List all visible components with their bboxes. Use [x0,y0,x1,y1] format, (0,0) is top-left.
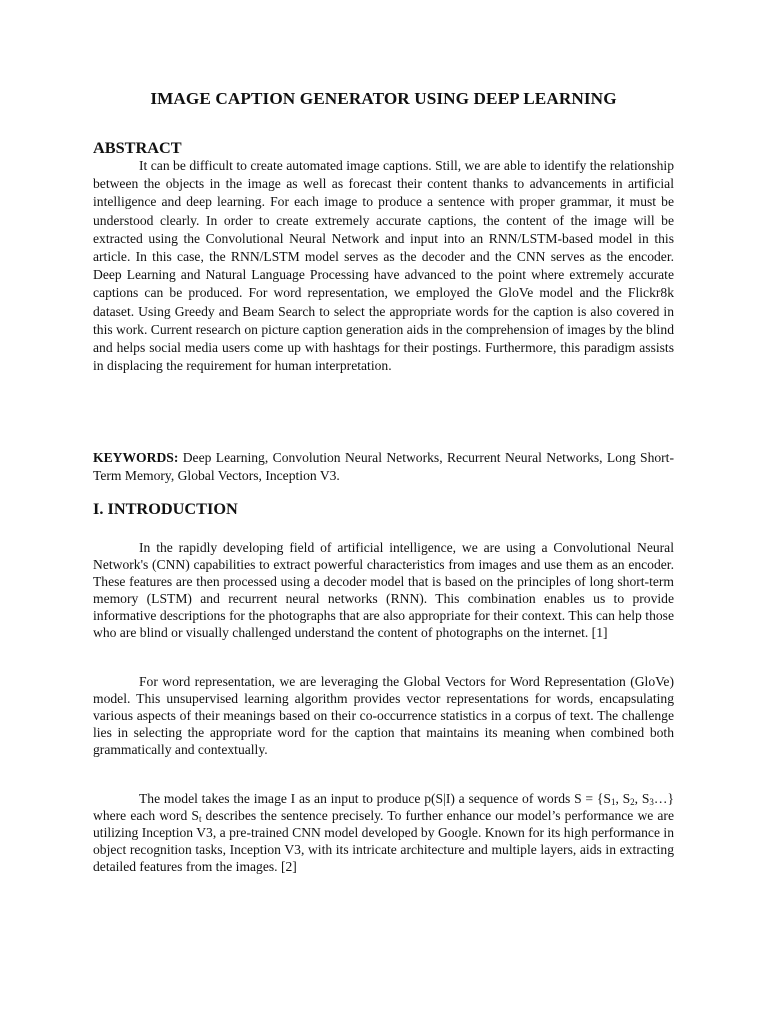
p3-sub-1: 1 [610,797,616,807]
paper-title: IMAGE CAPTION GENERATOR USING DEEP LEARNING [150,89,617,108]
p3-sub-2: 2 [630,797,635,807]
p3-sub-3: 3 [649,797,654,807]
abstract-heading: ABSTRACT [93,138,182,157]
introduction-paragraph-2: For word representation, we are leveraging the Global Vectors for Word Representation (GloVe) model. This unsupervised learning algorithm provides vector representations for words, encapsulating various aspects of their meanings based on their co-occurrence statistics in a corpus of text. The challenge lies in selecting the appropriate word for the caption that maintains its meaning when combined both grammatically and contextually. [93,674,674,757]
introduction-heading: I. INTRODUCTION [93,499,238,518]
p3-text-e: describes the sentence precisely. To further enhance our model’s performance we are utilizing Inception V3, a pre-trained CNN model developed by Google. Known for its high performance in object recognition tasks, Inception V3, with its intricate architecture and multiple layers, aids in extracting detailed features from the images. [2] [93,808,674,874]
p3-sub-t: t [198,814,202,824]
keywords-label: KEYWORDS: [93,450,179,465]
p3-text-a: The model takes the image I as an input to produce p(S|I) a sequence of words S = {S [139,791,611,806]
p3-text-d: …} where each word S [93,791,675,823]
keywords-paragraph [93,449,674,485]
introduction-paragraph-1: In the rapidly developing field of artificial intelligence, we are using a Convolutional Neural Network's (CNN) capabilities to extract powerful characteristics from images and use them as an encoder. These features are then processed using a decoder model that is based on the principles of long short-term memory (LSTM) and recurrent neural networks (RNN). This combination enables us to provide informative descriptions for the photographs that are also appropriate for their context. This can help those who are blind or visually challenged understand the content of photographs on the internet. [1] [93,540,674,640]
p3-text-c: , S [634,791,650,806]
introduction-paragraph-3 [93,790,674,875]
p3-text-b: , S [615,791,631,806]
abstract-body: It can be difficult to create automated image captions. Still, we are able to identify the relationship between the objects in the image as well as forecast their content thanks to advancements in artificial intelligence and deep learning. For each image to produce a sentence with proper grammar, it must be understood clearly. In order to create extremely accurate captions, the content of the image will be extracted using the Convolutional Neural Network and input into an RNN/LSTM-based model in this article. In this case, the RNN/LSTM model serves as the decoder and the CNN serves as the encoder. Deep Learning and Natural Language Processing have advanced to the point where extremely accurate captions can be produced. For word representation, we employed the GloVe model and the Flickr8k dataset. Using Greedy and Beam Search to select the appropriate words for the caption is also covered in this work. Current research on picture caption generation aids in the comprehension of images by the blind and helps social media users come up with hashtags for their postings. Furthermore, this paradigm assists in displacing the requirement for human interpretation. [93,158,674,374]
keywords-text: Deep Learning, Convolution Neural Networks, Recurrent Neural Networks, Long Short-Term Memory, Global Vectors, Inception V3. [93,450,674,484]
